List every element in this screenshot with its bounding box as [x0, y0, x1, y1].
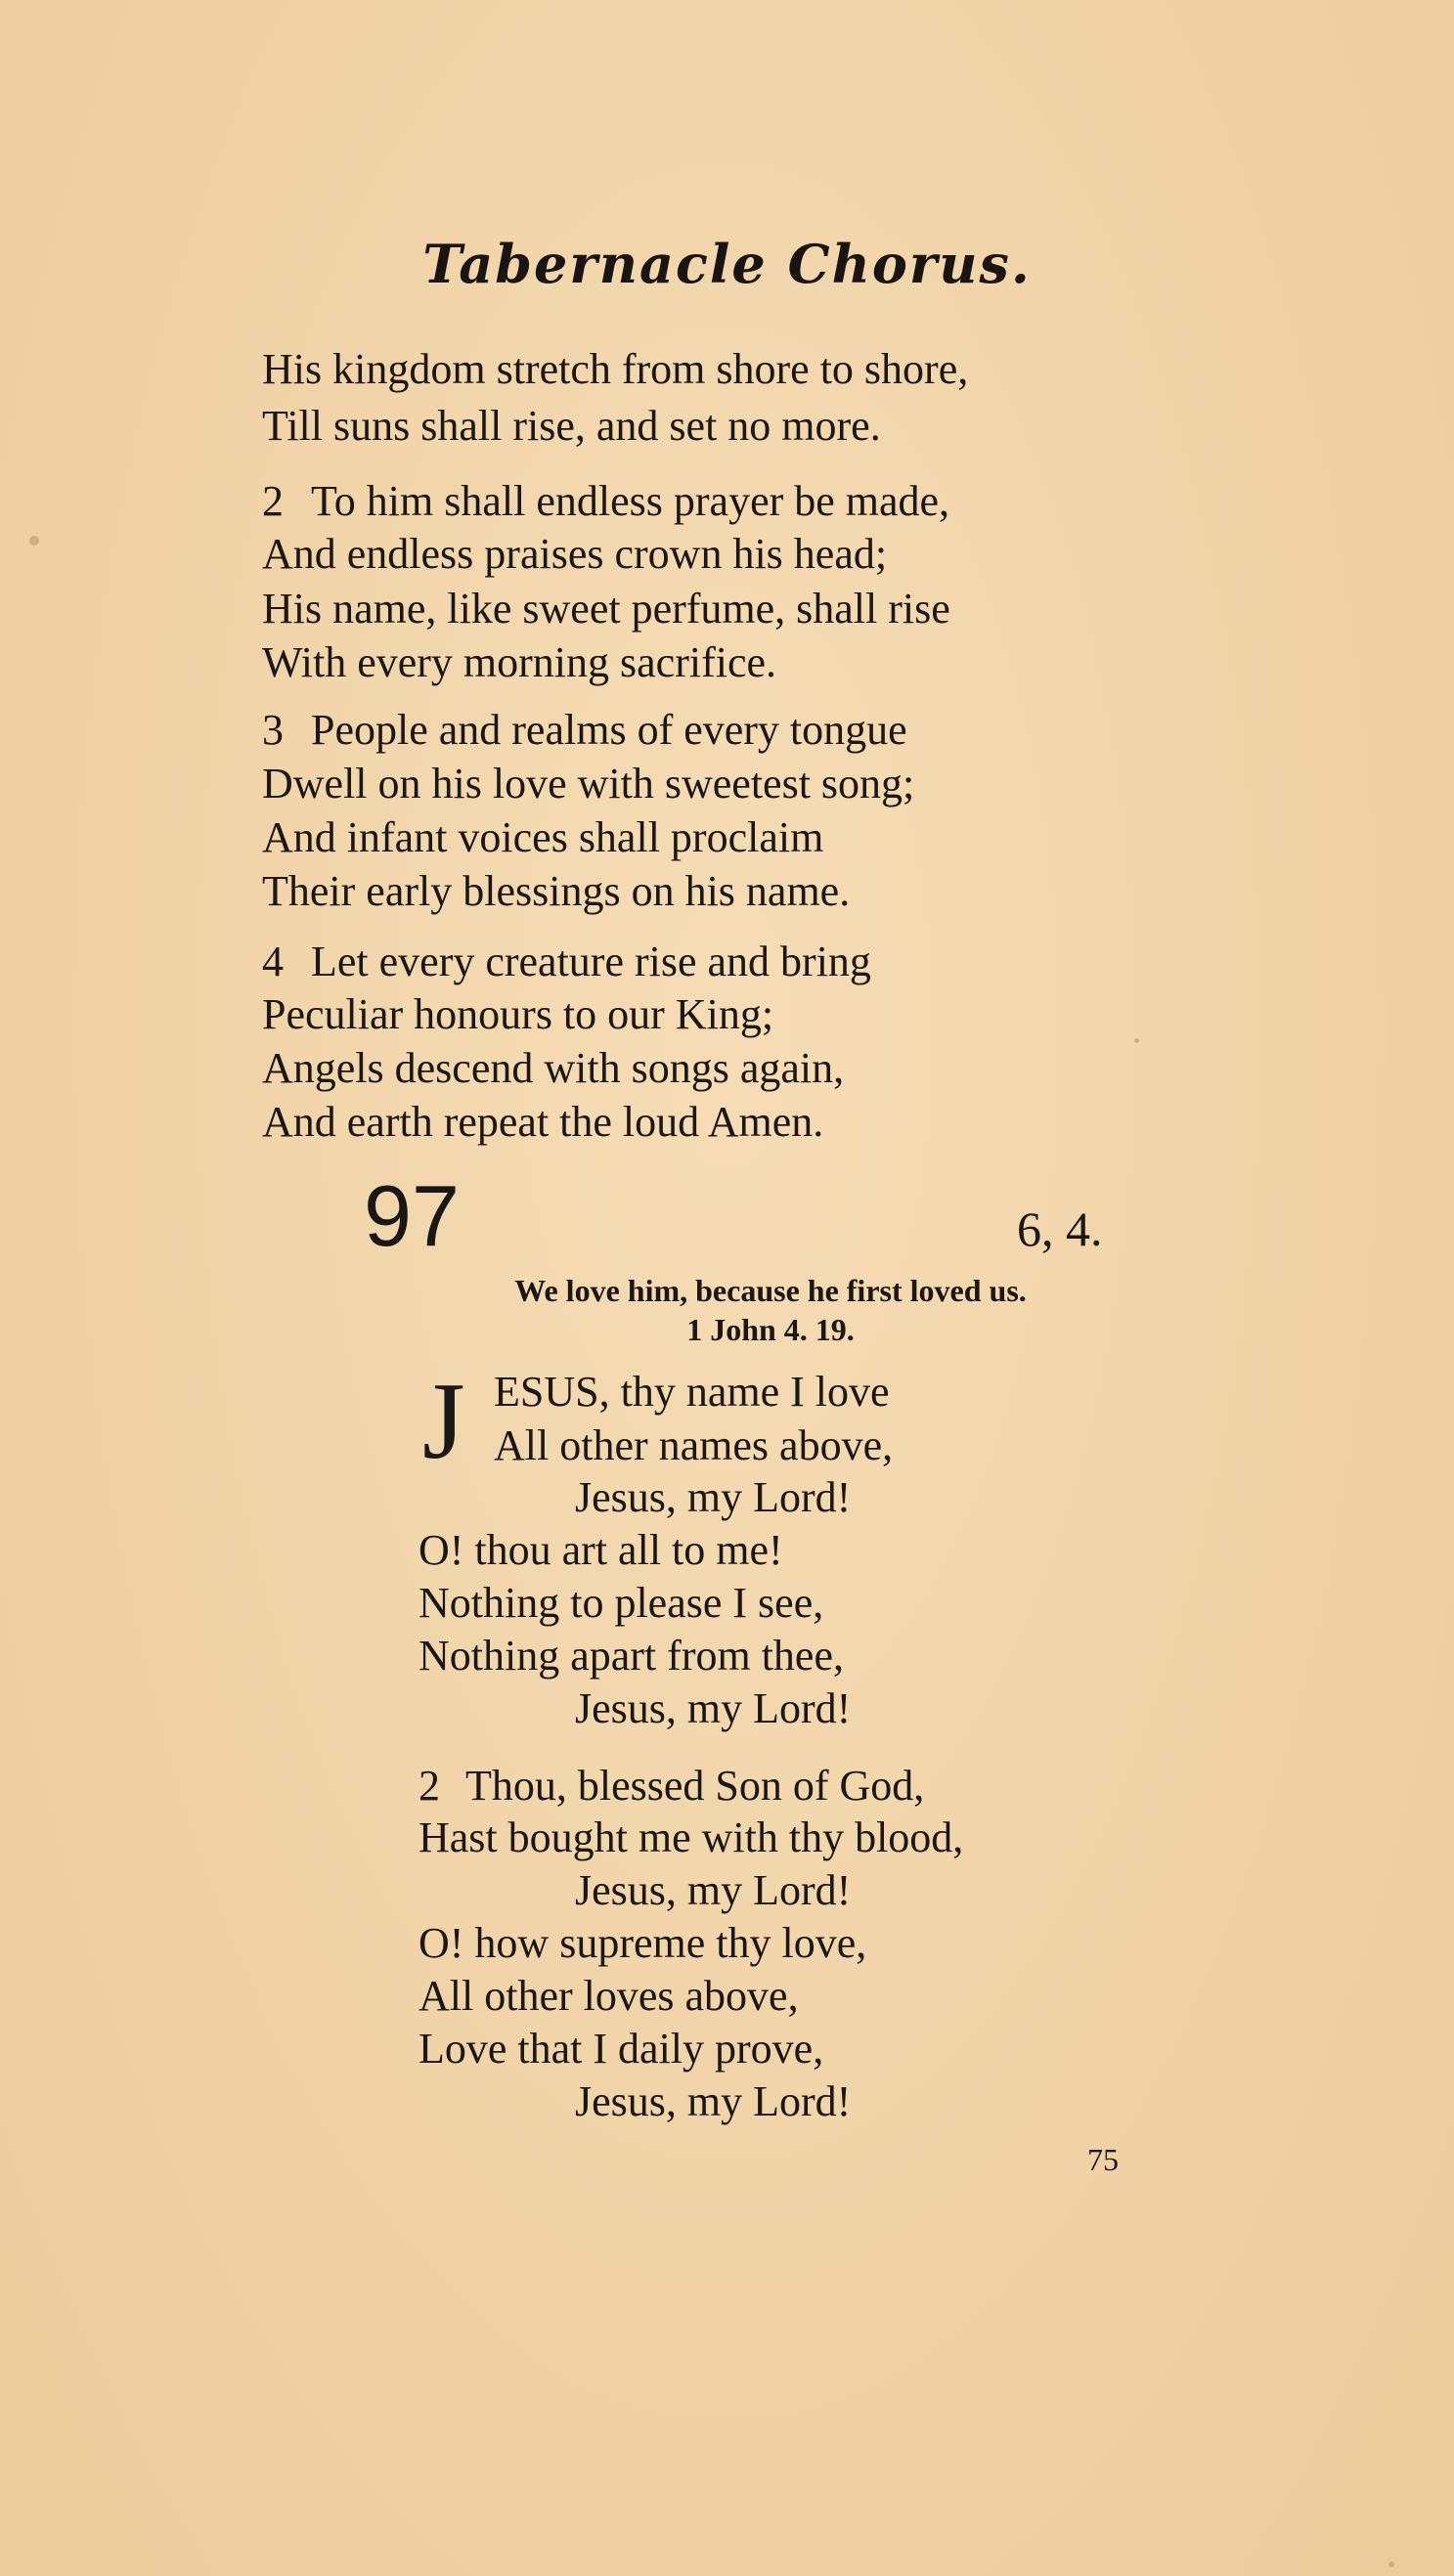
- hymn-number: 97: [364, 1167, 460, 1264]
- verse-line: Jesus, my Lord!: [575, 1684, 852, 1732]
- verse-line: ESUS, thy name I love: [494, 1368, 890, 1416]
- verse-line: Let every creature rise and bring: [311, 938, 871, 985]
- paper-speck: [29, 536, 39, 546]
- scripture-reference: 1 John 4. 19.: [686, 1312, 855, 1347]
- stanza-number: 3: [262, 706, 284, 754]
- verse-line: All other loves above,: [419, 1972, 799, 2020]
- verse-line: Jesus, my Lord!: [575, 2077, 852, 2125]
- paper-speck: [1388, 2561, 1394, 2567]
- verse-line: Nothing apart from thee,: [419, 1632, 844, 1680]
- verse-line: Nothing to please I see,: [419, 1579, 824, 1627]
- verse-line: Thou, blessed Son of God,: [465, 1762, 925, 1810]
- verse-line: Till suns shall rise, and set no more.: [262, 402, 881, 450]
- verse-line: Dwell on his love with sweetest song;: [262, 760, 915, 808]
- verse-line: O! how supreme thy love,: [419, 1919, 867, 1967]
- verse-line: All other names above,: [494, 1421, 894, 1469]
- verse-line: Love that I daily prove,: [419, 2025, 824, 2073]
- verse-line: Jesus, my Lord!: [575, 1866, 852, 1914]
- verse-line: Hast bought me with thy blood,: [419, 1813, 964, 1861]
- verse-line: People and realms of every tongue: [311, 706, 907, 754]
- scripture-epigraph: We love him, because he first loved us.: [514, 1273, 1027, 1308]
- page-number: 75: [1087, 2142, 1119, 2177]
- verse-line: To him shall endless prayer be made,: [311, 477, 950, 525]
- verse-line: And earth repeat the loud Amen.: [262, 1098, 824, 1146]
- drop-cap: J: [422, 1361, 465, 1482]
- stanza-number: 2: [419, 1762, 440, 1810]
- hymn-meter: 6, 4.: [1017, 1201, 1103, 1256]
- stanza-number: 4: [262, 938, 284, 985]
- verse-line: His kingdom stretch from shore to shore,: [262, 345, 969, 393]
- verse-line: And endless praises crown his head;: [262, 530, 888, 578]
- verse-line: Jesus, my Lord!: [575, 1473, 852, 1521]
- verse-line: With every morning sacrifice.: [262, 638, 777, 686]
- verse-line: His name, like sweet perfume, shall rise: [262, 585, 950, 633]
- verse-line: Angels descend with songs again,: [262, 1044, 845, 1092]
- verse-line: And infant voices shall proclaim: [262, 813, 824, 861]
- running-head: Tabernacle Chorus.: [422, 233, 1032, 295]
- verse-line: Their early blessings on his name.: [262, 867, 851, 915]
- stanza-number: 2: [262, 477, 284, 525]
- verse-line: O! thou art all to me!: [419, 1526, 783, 1574]
- verse-line: Peculiar honours to our King;: [262, 990, 774, 1038]
- paper-speck: [1134, 1038, 1139, 1043]
